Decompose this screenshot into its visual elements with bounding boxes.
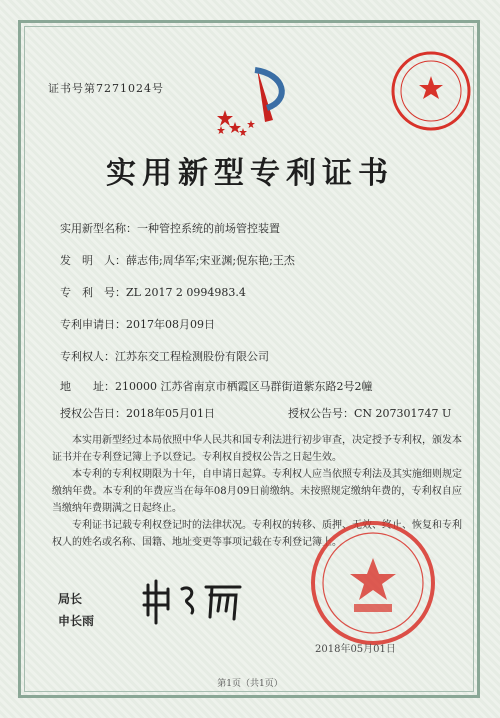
utility-name-row <box>60 220 280 236</box>
certificate-number: 证书号第7271024号 <box>48 82 164 95</box>
address-row <box>60 378 372 394</box>
apply-date-row <box>60 316 215 332</box>
certificate-title: 实用新型专利证书 <box>106 156 394 191</box>
apply-date-label: 专利申请日： <box>60 318 126 331</box>
inventor-row <box>60 252 295 268</box>
body-paragraph-2: 本专利的专利权期限为十年，自申请日起算。专利权人应当依照专利法及其实施细则规定缴纳年费。本专利的年费应当在每年08月09日前缴纳。未按照规定缴纳年费的，专利权自应当缴纳年费期满之日起终止。 <box>52 469 462 514</box>
announce-date-row <box>60 405 215 421</box>
announce-date-value: 2018年05月01日 <box>126 407 215 420</box>
owner-label: 专利权人： <box>60 350 115 363</box>
inventor-label: 发 明 人： <box>60 254 126 267</box>
cnipa-logo-icon <box>205 60 300 140</box>
official-seal-large-icon <box>308 518 438 648</box>
patent-number-value: ZL 2017 2 0994983.4 <box>126 286 246 299</box>
announce-date-label: 授权公告日： <box>60 407 126 420</box>
body-paragraph-3: 专利证书记载专利权登记时的法律状况。专利权的转移、质押、无效、终止、恢复和专利权人的姓名或名称、国籍、地址变更等事项记载在专利登记簿上。 <box>52 520 462 548</box>
utility-name-label: 实用新型名称： <box>60 222 137 235</box>
director-title: 局长 <box>58 592 83 606</box>
announce-number-value: CN 207301747 U <box>354 407 452 420</box>
director-signature-icon <box>140 575 250 625</box>
owner-row <box>60 348 269 364</box>
seal-date: 2018年05月01日 <box>315 644 396 655</box>
address-label: 地 址： <box>60 380 115 393</box>
page-footer: 第1页（共1页） <box>217 679 283 689</box>
director-name: 申长雨 <box>58 614 95 628</box>
inventor-value: 薛志伟;周华军;宋亚渊;倪东艳;王杰 <box>126 254 295 267</box>
official-seal-small-icon <box>388 48 474 134</box>
address-value: 210000 江苏省南京市栖霞区马群街道紫东路2号2幢 <box>115 380 373 393</box>
announce-number-row <box>288 405 451 421</box>
body-paragraph-1: 本实用新型经过本局依照中华人民共和国专利法进行初步审查，决定授予专利权，颁发本证书并在专利登记簿上予以登记。专利权自授权公告之日起生效。 <box>52 435 462 463</box>
patent-number-row <box>60 284 246 300</box>
utility-name-value: 一种管控系统的前场管控装置 <box>137 222 280 235</box>
patent-number-label: 专 利 号： <box>60 286 126 299</box>
announce-number-label: 授权公告号： <box>288 407 354 420</box>
apply-date-value: 2017年08月09日 <box>126 318 215 331</box>
owner-value: 江苏东交工程检测股份有限公司 <box>115 350 269 363</box>
